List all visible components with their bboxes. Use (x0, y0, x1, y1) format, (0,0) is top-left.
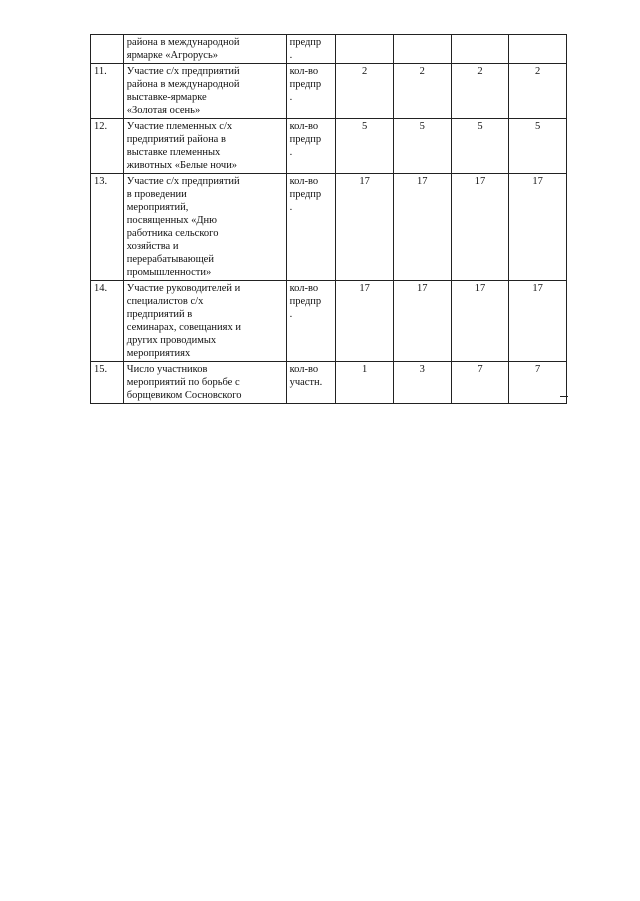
indicator-name: Участие с/х предприятий района в международной выставке-ярмарке «Золотая осень» (123, 64, 286, 119)
value-cell (509, 35, 567, 64)
value-cell (336, 35, 394, 64)
unit-cell: кол-во предпр . (286, 64, 336, 119)
table-row (91, 281, 567, 362)
row-number: 12. (91, 119, 124, 174)
value-cell: 17 (509, 174, 567, 281)
value-cell: 7 (451, 362, 509, 404)
value-cell: 5 (393, 119, 451, 174)
unit-cell: кол-во предпр . (286, 174, 336, 281)
value-cell: 17 (393, 281, 451, 362)
value-cell: 17 (451, 174, 509, 281)
indicators-table (90, 34, 567, 404)
value-cell: 2 (451, 64, 509, 119)
value-cell: 17 (336, 281, 394, 362)
table-edge-mark (560, 396, 568, 397)
value-cell: 2 (509, 64, 567, 119)
indicator-name: района в международной ярмарке «Агрорусь» (123, 35, 286, 64)
unit-cell: кол-во предпр . (286, 281, 336, 362)
table-row (91, 119, 567, 174)
value-cell: 2 (393, 64, 451, 119)
unit-cell: кол-во участн. (286, 362, 336, 404)
value-cell (451, 35, 509, 64)
value-cell: 3 (393, 362, 451, 404)
value-cell (393, 35, 451, 64)
value-cell: 5 (451, 119, 509, 174)
unit-cell: кол-во предпр . (286, 119, 336, 174)
value-cell: 5 (336, 119, 394, 174)
table-row (91, 35, 567, 64)
row-number (91, 35, 124, 64)
row-number: 11. (91, 64, 124, 119)
table-row (91, 174, 567, 281)
value-cell: 5 (509, 119, 567, 174)
value-cell: 2 (336, 64, 394, 119)
row-number: 13. (91, 174, 124, 281)
value-cell: 17 (336, 174, 394, 281)
indicator-name: Участие с/х предприятий в проведении мероприятий, посвященных «Дню работника сельского хозяйства и перерабатывающей промышленности» (123, 174, 286, 281)
indicator-name: Участие руководителей и специалистов с/х предприятий в семинарах, совещаниях и других проводимых мероприятиях (123, 281, 286, 362)
row-number: 15. (91, 362, 124, 404)
value-cell: 7 (509, 362, 567, 404)
indicator-name: Участие племенных с/х предприятий района в выставке племенных животных «Белые ночи» (123, 119, 286, 174)
value-cell: 17 (509, 281, 567, 362)
indicator-name: Число участников мероприятий по борьбе с борщевиком Сосновского (123, 362, 286, 404)
table-row (91, 64, 567, 119)
value-cell: 17 (393, 174, 451, 281)
table-row (91, 362, 567, 404)
unit-cell: предпр . (286, 35, 336, 64)
row-number: 14. (91, 281, 124, 362)
value-cell: 1 (336, 362, 394, 404)
value-cell: 17 (451, 281, 509, 362)
